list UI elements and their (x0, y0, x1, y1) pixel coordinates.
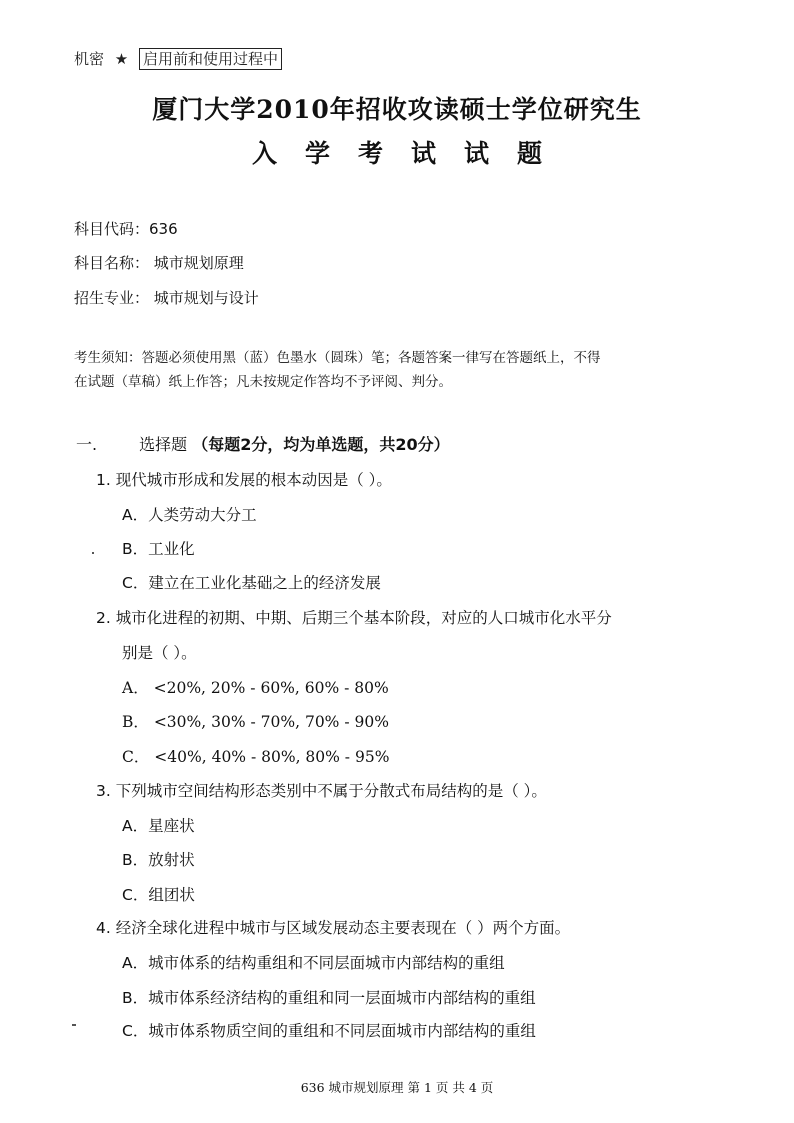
question-option: C． <40%, 40% - 80%, 80% - 95% (122, 748, 390, 766)
question-option: B．放射状 (122, 851, 195, 869)
question-option: A．星座状 (122, 817, 195, 835)
notice-line-1: 考生须知：答题必须使用黑（蓝）色墨水（圆珠）笔；各题答案一律写在答题纸上，不得 (74, 350, 601, 366)
subject-code: 科目代码：636 (74, 220, 178, 238)
question-option: A．人类劳动大分工 (122, 506, 257, 524)
question-stem: 2. 城市化进程的初期、中期、后期三个基本阶段，对应的人口城市化水平分 (96, 609, 612, 627)
question-option: C．建立在工业化基础之上的经济发展 (122, 574, 381, 592)
star-icon: ★ (114, 50, 129, 68)
question-stem: 1. 现代城市形成和发展的根本动因是（ ）。 (96, 471, 392, 489)
section-name: 选择题 (139, 435, 188, 454)
exam-title: 厦门大学2010年招收攻读硕士学位研究生 (152, 95, 642, 124)
subject-name: 科目名称： 城市规划原理 (74, 254, 244, 272)
classification-line (74, 48, 282, 69)
question-stem: 3. 下列城市空间结构形态类别中不属于分散式布局结构的是（ ）。 (96, 782, 547, 800)
major: 招生专业： 城市规划与设计 (74, 289, 259, 307)
notice-line-2: 在试题（草稿）纸上作答；凡未按规定作答均不予评阅、判分。 (74, 374, 452, 390)
exam-subtitle: 入学考试试题 (251, 139, 570, 168)
scan-speck (72, 1024, 76, 1026)
section-rule: （每题2分，均为单选题，共20分） (192, 435, 450, 454)
scan-speck (92, 552, 94, 554)
section-heading (76, 432, 450, 455)
classification-label: 机密 (74, 50, 105, 68)
question-option: A． <20%, 20% - 60%, 60% - 80% (122, 679, 389, 697)
question-option: B． <30%, 30% - 70%, 70% - 90% (122, 713, 389, 731)
question-option: B．城市体系经济结构的重组和同一层面城市内部结构的重组 (122, 989, 536, 1007)
question-option: C．组团状 (122, 886, 195, 904)
question-stem-continued: 别是（ ）。 (122, 644, 197, 662)
usage-note-box: 启用前和使用过程中 (139, 48, 282, 70)
question-option: A．城市体系的结构重组和不同层面城市内部结构的重组 (122, 954, 505, 972)
question-option: B．工业化 (122, 540, 195, 558)
question-option: C．城市体系物质空间的重组和不同层面城市内部结构的重组 (122, 1022, 536, 1040)
page-footer: 636 城市规划原理 第 1 页 共 4 页 (300, 1080, 494, 1095)
section-number: 一. (76, 435, 98, 454)
question-stem: 4. 经济全球化进程中城市与区域发展动态主要表现在（ ）两个方面。 (96, 919, 571, 937)
